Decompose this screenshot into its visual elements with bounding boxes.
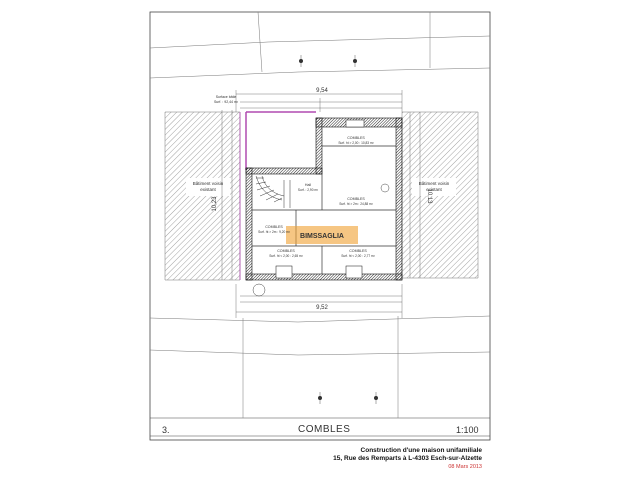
watermark-text: BIMSSAGLIA [300, 233, 344, 240]
room-hall-area: Surf. : 2,90 m² [297, 188, 319, 192]
project-address: 15, Rue des Remparts à L-4303 Esch-sur-Alzette [333, 455, 482, 462]
window-bottom-right [346, 266, 362, 278]
title-block [333, 447, 482, 471]
dim-right-height: 10,13 [426, 188, 432, 204]
project-title: Construction d'une maison unifamiliale [360, 447, 482, 454]
room-combles-top-name: COMBLES [347, 136, 365, 140]
room-combles-br-area: Surf. ht < 2,00 : 2,77 m² [341, 254, 375, 258]
room-combles-bl-name: COMBLES [277, 249, 295, 253]
project-date: 08 Mars 2013 [448, 464, 482, 470]
room-combles-main-name: COMBLES [347, 197, 365, 201]
left-neighbor-line2: existant [200, 187, 216, 192]
room-combles-left-name: COMBLES [265, 225, 283, 229]
right-neighbor-line1: Bâtiment voisin [418, 181, 450, 186]
left-neighbor-line1: Bâtiment voisin [192, 181, 224, 186]
sheet-scale: 1:100 [456, 425, 479, 435]
dim-left-height: 10,23 [212, 196, 218, 212]
sheet-title: COMBLES [298, 424, 351, 435]
staircase [256, 176, 290, 208]
right-neighbor-line2: existant [426, 187, 442, 192]
surface-batie-line2: Surf. : 92,44 m² [213, 100, 239, 104]
room-combles-main-area: Surf. ht > 2m : 24,88 m² [339, 202, 373, 206]
window-top [346, 120, 364, 127]
dim-lines-bottom [236, 284, 402, 318]
room-hall-name: Hall [304, 183, 312, 187]
room-combles-left-area: Surf. ht > 2m : 9,20 m² [258, 230, 290, 234]
dim-top-total: 9,54 [316, 88, 328, 94]
surface-batie-line1: Surface bâtie [215, 95, 237, 99]
window-bottom-left [276, 266, 292, 278]
sheet-number: 3. [162, 425, 170, 435]
dim-bottom-total: 9,52 [316, 305, 328, 311]
cadastral-lines-top [150, 12, 490, 78]
room-combles-bl-area: Surf. ht < 2,00 : 2,65 m² [269, 254, 303, 258]
room-combles-top-area: Surf. ht > 2,00 : 10,83 m² [338, 141, 374, 145]
room-combles-br-name: COMBLES [349, 249, 367, 253]
